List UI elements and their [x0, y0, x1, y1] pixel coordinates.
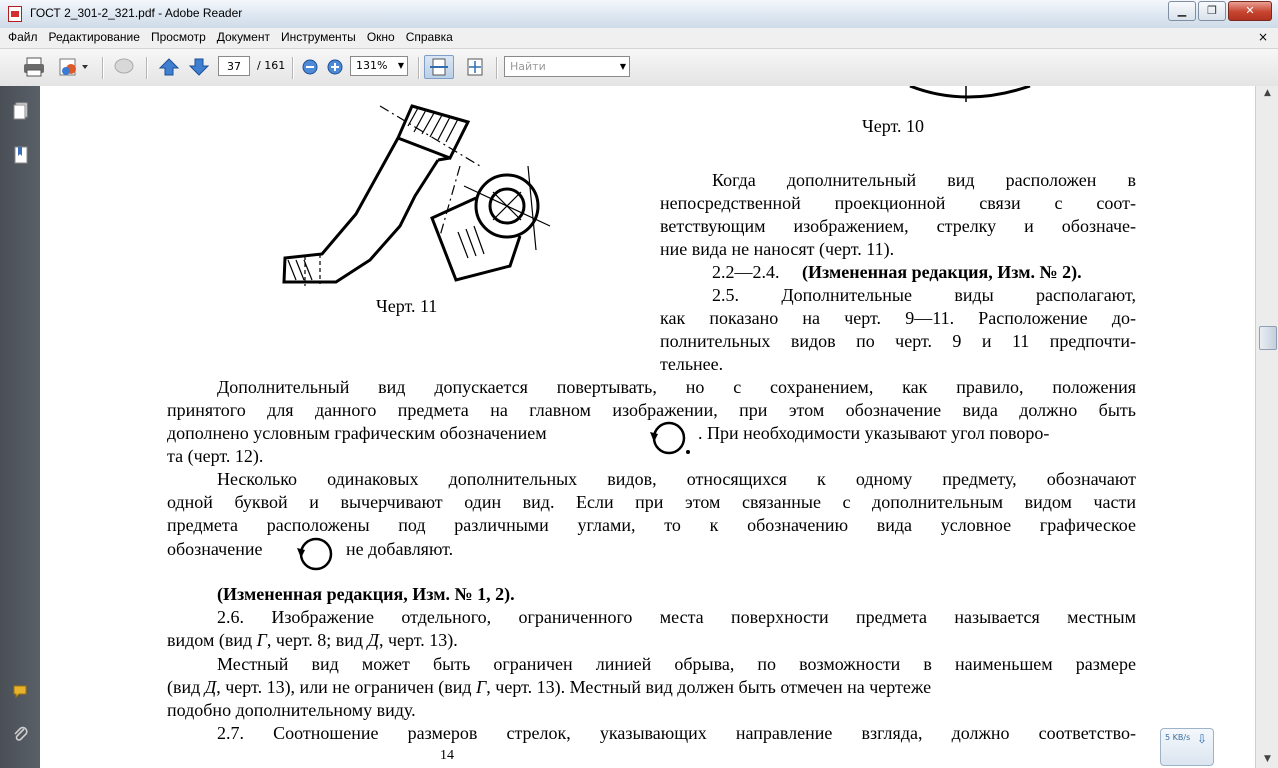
- text-fragment: (вид: [167, 677, 201, 697]
- text-line: как показано на черт. 9—11. Расположение до-: [660, 308, 1136, 328]
- text-fragment: , черт. 13).: [378, 630, 458, 650]
- adobe-reader-icon: [8, 6, 22, 22]
- text-line: Несколько одинаковых дополнительных видов, относящихся к одному предмету, обозначают: [217, 469, 1136, 489]
- text-line: та (черт. 12).: [167, 446, 264, 466]
- text-line: 2.2—2.4.: [712, 262, 780, 282]
- comments-icon[interactable]: [13, 684, 29, 702]
- page-number: 14: [440, 748, 454, 763]
- comment-button[interactable]: [110, 55, 138, 79]
- maximize-button[interactable]: ❐: [1198, 1, 1226, 21]
- text-fragment: , черт. 13). Местный вид должен быть отмечен на чертеже: [486, 677, 932, 697]
- document-view[interactable]: [40, 86, 1255, 768]
- text-line: 2.7. Соотношение размеров стрелок, указывающих направление взгляда, должно соответство-: [217, 723, 1136, 743]
- figure-10-drawing: [900, 86, 1060, 106]
- figure-11-caption: Черт. 11: [376, 296, 438, 316]
- fit-width-icon: [429, 57, 449, 77]
- fit-width-button[interactable]: [424, 55, 454, 79]
- view-letter: Г: [476, 677, 487, 697]
- menu-view[interactable]: Просмотр: [150, 30, 206, 44]
- vertical-scrollbar[interactable]: [1255, 86, 1278, 768]
- print-button[interactable]: [20, 55, 48, 79]
- page-total: / 161: [257, 59, 286, 72]
- bookmarks-icon[interactable]: [13, 146, 29, 164]
- text-line: Местный вид может быть ограничен линией обрыва, по возможности в наименьшем размере: [217, 654, 1136, 674]
- zoom-value: 131%: [356, 59, 388, 72]
- zoom-out-button[interactable]: [300, 55, 320, 79]
- next-page-button[interactable]: [186, 55, 212, 79]
- arrow-down-icon: [188, 56, 210, 78]
- text-line-bold: (Измененная редакция, Изм. № 2).: [802, 262, 1082, 282]
- fit-page-icon: [465, 57, 485, 77]
- rotation-symbol: [294, 536, 336, 572]
- text-fragment: , черт. 8; вид: [266, 630, 363, 650]
- find-input[interactable]: [504, 56, 630, 77]
- attachments-icon[interactable]: [13, 726, 29, 744]
- view-letter: Д: [367, 630, 379, 650]
- text-fragment: , черт. 13), или не ограничен (вид: [216, 677, 472, 697]
- zoom-in-button[interactable]: [325, 55, 345, 79]
- previous-page-button[interactable]: [156, 55, 182, 79]
- text-line: непосредственной проекционной связи с соот-: [660, 193, 1136, 213]
- text-line: . При необходимости указывают угол поворо-: [698, 423, 1050, 443]
- scroll-down-icon[interactable]: ▼: [1264, 754, 1271, 764]
- comment-icon: [112, 56, 136, 78]
- share-button[interactable]: [55, 55, 93, 79]
- menu-file[interactable]: Файл: [8, 30, 38, 44]
- menu-bar: [0, 28, 1278, 49]
- text-line: тельнее.: [660, 354, 724, 374]
- pages-icon[interactable]: [13, 102, 29, 120]
- text-fragment: видом (вид: [167, 630, 253, 650]
- fit-page-button[interactable]: [460, 55, 490, 79]
- window-title: ГОСТ 2_301-2_321.pdf - Adobe Reader: [30, 6, 243, 20]
- text-line: одной буквой и вычерчивают один вид. Если при этом связанные с дополнительным видом части: [167, 492, 1136, 512]
- zoom-select[interactable]: [350, 56, 408, 76]
- view-letter: Г: [256, 630, 267, 650]
- menu-edit[interactable]: Редактирование: [48, 30, 140, 44]
- chevron-down-icon[interactable]: ▼: [619, 62, 626, 71]
- rotation-symbol: [646, 420, 694, 456]
- text-line: ние вида не наносят (черт. 11).: [660, 239, 895, 259]
- text-line: [167, 677, 931, 698]
- scroll-thumb[interactable]: [1259, 326, 1277, 350]
- printer-icon: [22, 56, 46, 78]
- text-line: ветствующим изображением, стрелку и обозначе-: [660, 216, 1136, 236]
- menu-window[interactable]: Окно: [366, 30, 395, 44]
- text-line: полнительных видов по черт. 9 и 11 предпочти-: [660, 331, 1136, 351]
- zoom-in-icon: [327, 59, 343, 75]
- text-line-bold: (Измененная редакция, Изм. № 1, 2).: [217, 584, 515, 604]
- arrow-up-icon: [158, 56, 180, 78]
- text-line: [167, 630, 458, 651]
- view-letter: Д: [204, 677, 217, 697]
- chevron-down-icon: ▼: [397, 61, 404, 70]
- text-line: Когда дополнительный вид расположен в: [712, 170, 1136, 190]
- text-line: 2.6. Изображение отдельного, ограниченного места поверхности предмета называется местным: [217, 607, 1136, 627]
- minimize-button[interactable]: ▁: [1168, 1, 1196, 21]
- zoom-out-icon: [302, 59, 318, 75]
- menu-tools[interactable]: Инструменты: [280, 30, 356, 44]
- close-button[interactable]: ✕: [1228, 1, 1272, 21]
- collaborate-icon: [57, 56, 91, 78]
- scroll-up-icon[interactable]: ▲: [1264, 88, 1271, 98]
- figure-11-drawing: [40, 86, 600, 386]
- page-number-input[interactable]: 37: [218, 56, 250, 76]
- text-line: подобно дополнительному виду.: [167, 700, 416, 720]
- find-placeholder: Найти: [510, 60, 546, 73]
- menu-help[interactable]: Справка: [405, 30, 453, 44]
- navigation-panel: [0, 86, 40, 768]
- text-line: дополнено условным графическим обозначением: [167, 423, 547, 443]
- download-arrow-icon: ⇩: [1197, 732, 1208, 746]
- text-line: 2.5. Дополнительные виды располагают,: [712, 285, 1136, 305]
- menu-document[interactable]: Документ: [216, 30, 270, 44]
- download-speed-widget: [1160, 728, 1214, 766]
- text-line: не добавляют.: [346, 539, 454, 559]
- toolbar: [0, 49, 1278, 87]
- text-line: предмета расположены под различными углами, то к обозначению вида условное графическое: [167, 515, 1136, 535]
- text-line: обозначение: [167, 539, 263, 559]
- figure-10-caption: Черт. 10: [862, 116, 924, 136]
- title-bar: [0, 0, 1278, 29]
- document-close-icon[interactable]: ×: [1257, 30, 1268, 44]
- speed-label: 5 KB/s: [1165, 733, 1191, 742]
- text-line: Дополнительный вид допускается повертывать, но с сохранением, как правило, положения: [217, 377, 1136, 397]
- text-line: принятого для данного предмета на главном изображении, при этом обозначение вида должно быть: [167, 400, 1136, 420]
